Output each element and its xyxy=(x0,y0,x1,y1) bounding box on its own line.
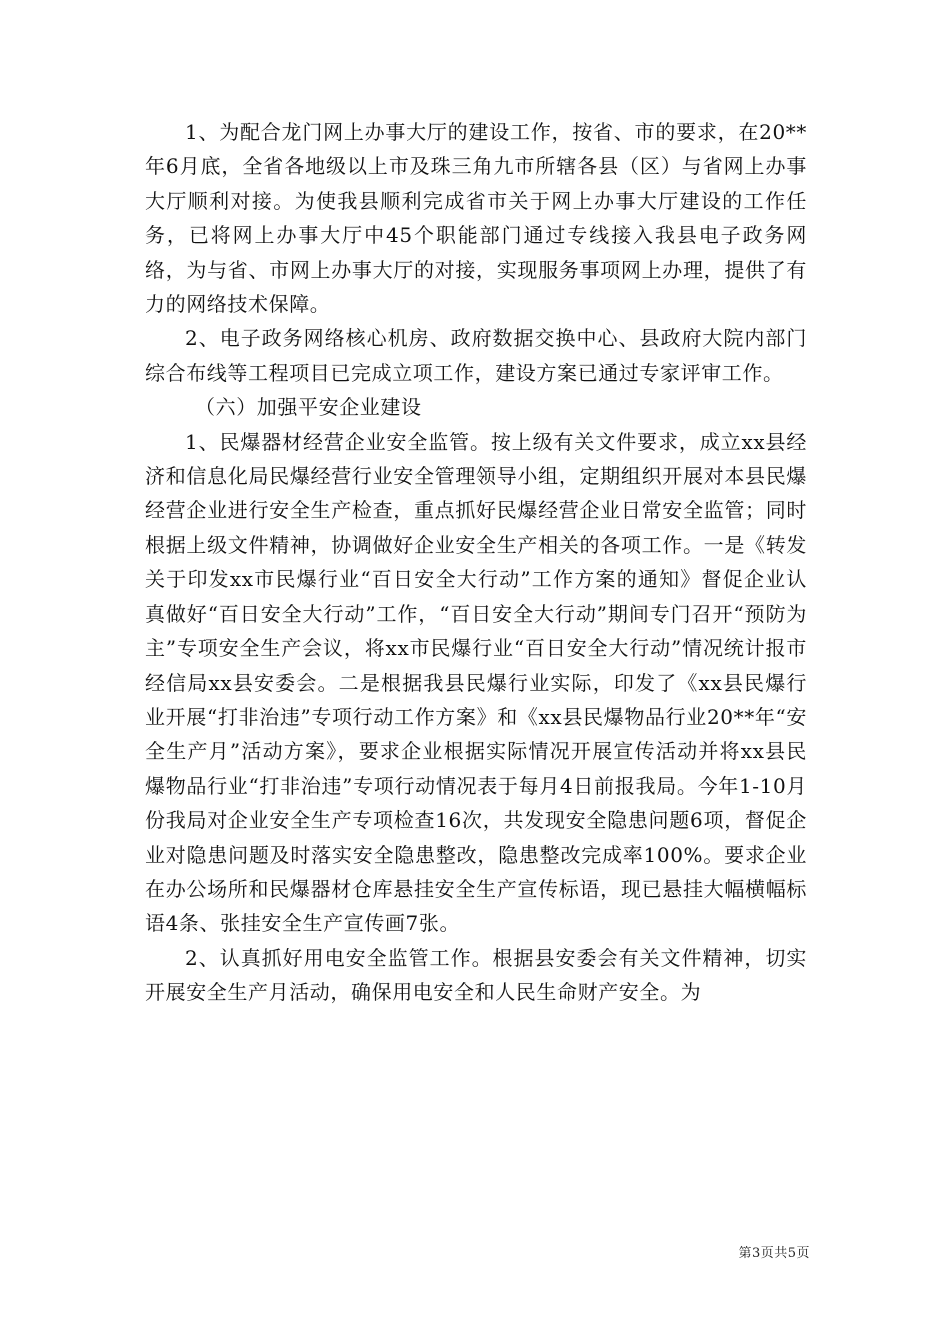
paragraph-electricity-safety: 2、认真抓好用电安全监管工作。根据县安委会有关文件精神，切实开展安全生产月活动，确保用电安全和人民生命财产安全。为 xyxy=(145,945,807,1005)
paragraph-explosives-supervision: 1、民爆器材经营企业安全监管。按上级有关文件要求，成立xx县经济和信息化局民爆经营行业安全管理领导小组，定期组织开展对本县民爆经营企业进行安全生产检查，重点抓好民爆经营企业日常安全监管；同时根据上级文件精神，协调做好企业安全生产相关的各项工作。一是《转发关于印发xx市民爆行业“百日安全大行动”工作方案的通知》督促企业认真做好“百日安全大行动”工作，“百日安全大行动”期间专门召开“预防为主”专项安全生产会议，将xx市民爆行业“百日安全大行动”情况统计报市经信局xx县安委会。二是根据我县民爆行业实际，印发了《xx县民爆行业开展“打非治违”专项行动工作方案》和《xx县民爆物品行业20**年“安全生产月”活动方案》，要求企业根据实际情况开展宣传活动并将xx县民爆物品行业“打非治违”专项行动情况表于每月4日前报我局。今年1-10月份我局对企业安全生产专项检查16次，共发现安全隐患问题6项，督促企业对隐患问题及时落实安全隐患整改，隐患整改完成率100%。要求企业在办公场所和民爆器材仓库悬挂安全生产宣传标语，现已悬挂大幅横幅标语4条、张挂安全生产宣传画7张。 xyxy=(145,429,807,936)
paragraph-core-room: 2、电子政务网络核心机房、政府数据交换中心、县政府大院内部门综合布线等工程项目已完成立项工作，建设方案已通过专家评审工作。 xyxy=(145,326,807,385)
section-heading-safe-enterprise: （六）加强平安企业建设 xyxy=(195,395,422,420)
page-number-footer: 第3页共5页 xyxy=(738,1246,810,1261)
paragraph-online-hall: 1、为配合龙门网上办事大厅的建设工作，按省、市的要求，在20**年6月底，全省各地级以上市及珠三角九市所辖各县（区）与省网上办事大厅顺利对接。为使我县顺利完成省市关于网上办事大厅建设的工作任务，已将网上办事大厅中45个职能部门通过专线接入我县电子政务网络，为与省、市网上办事大厅的对接，实现服务事项网上办理，提供了有力的网络技术保障。 xyxy=(145,120,807,317)
document-body xyxy=(145,115,807,1010)
